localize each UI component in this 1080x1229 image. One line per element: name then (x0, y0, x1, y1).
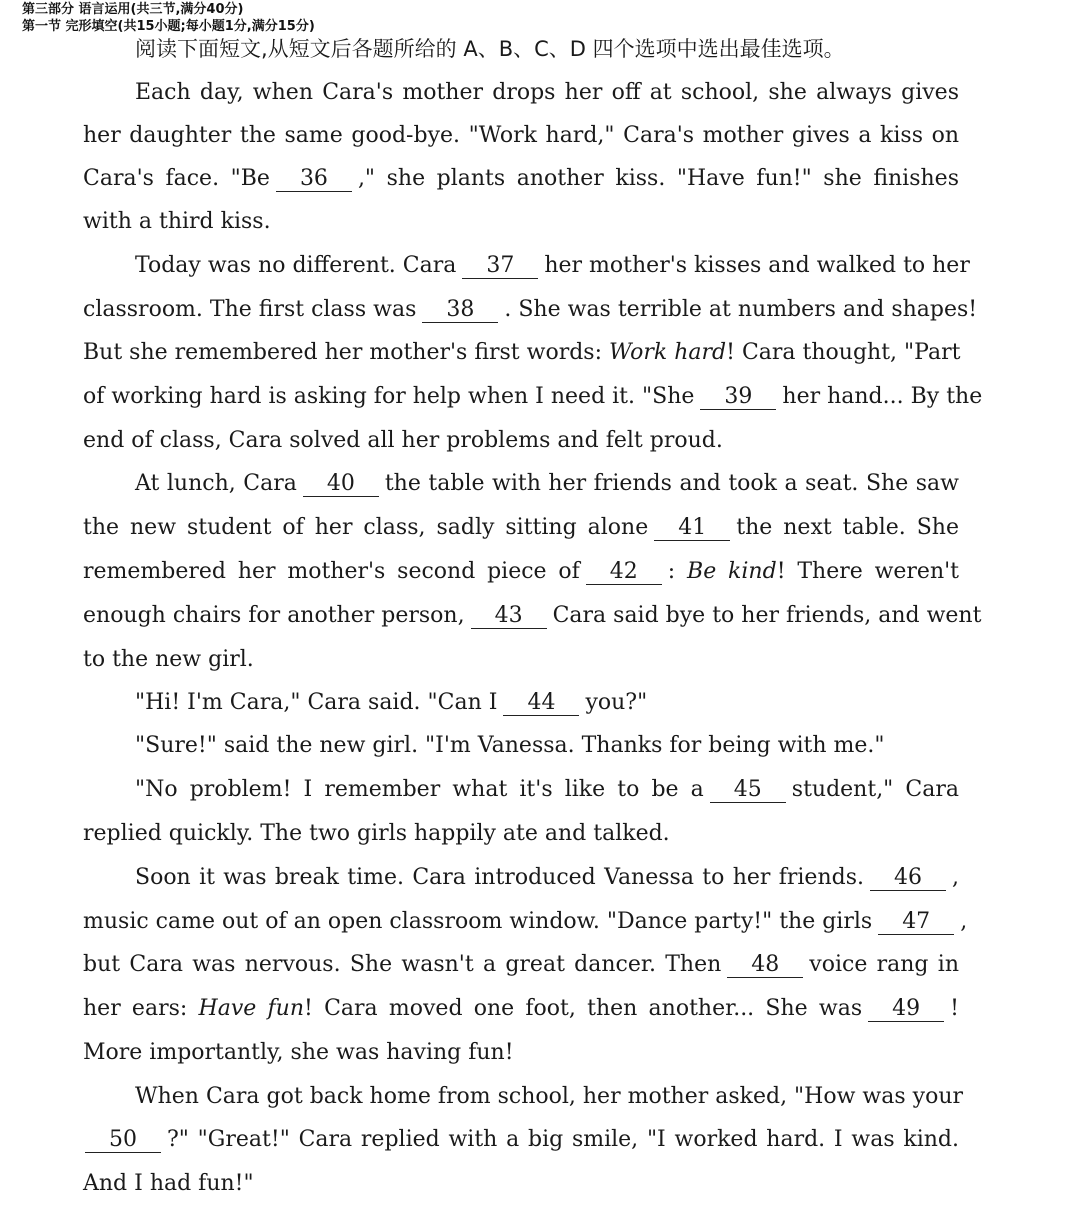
section-heading: 第一节 完形填空(共15小题;每小题1分,满分15分) (22, 19, 315, 34)
passage-line: music came out of an open classroom window. "Dance party!" the girls 47 , (83, 909, 968, 934)
blank-38[interactable]: 38 (422, 298, 498, 323)
passage-line: But she remembered her mother's first words: Work hard! Cara thought, "Part (83, 340, 961, 365)
passage-line: classroom. The first class was 38 . She was terrible at numbers and shapes! (83, 297, 978, 322)
blank-48[interactable]: 48 (727, 953, 803, 978)
passage-line: "Sure!" said the new girl. "I'm Vanessa. Thanks for being with me." (135, 733, 885, 758)
passage-line: to the new girl. (83, 647, 254, 672)
passage-line: with a third kiss. (83, 209, 271, 234)
passage-line: Each day, when Cara's mother drops her off at school, she always gives (135, 80, 959, 105)
passage-line: Today was no different. Cara 37 her mother's kisses and walked to her (135, 253, 970, 278)
passage-line: 50 ?" "Great!" Cara replied with a big smile, "I worked hard. I was kind. (83, 1125, 959, 1155)
passage-line: And I had fun!" (83, 1171, 254, 1196)
passage-line: remembered her mother's second piece of 42 : Be kind! There weren't (83, 559, 960, 584)
passage-line: Cara's face. "Be 36 ," she plants another kiss. "Have fun!" she finishes (83, 166, 959, 191)
passage-line: Soon it was break time. Cara introduced Vanessa to her friends. 46 , (135, 865, 959, 890)
instruction: 阅读下面短文,从短文后各题所给的 A、B、C、D 四个选项中选出最佳选项。 (135, 37, 845, 61)
blank-46[interactable]: 46 (870, 866, 946, 891)
passage-line: but Cara was nervous. She wasn't a great dancer. Then 48 voice rang in (83, 952, 959, 977)
passage-line: replied quickly. The two girls happily ate and talked. (83, 821, 670, 846)
blank-49[interactable]: 49 (868, 997, 944, 1022)
blank-44[interactable]: 44 (503, 691, 579, 716)
blank-37[interactable]: 37 (462, 254, 538, 279)
passage-line: enough chairs for another person, 43 Cara said bye to her friends, and went (83, 603, 982, 628)
passage-line: At lunch, Cara 40 the table with her friends and took a seat. She saw (135, 471, 959, 496)
blank-42[interactable]: 42 (586, 560, 662, 585)
passage-line: "No problem! I remember what it's like to be a 45 student," Cara (135, 777, 959, 802)
passage-line: her ears: Have fun! Cara moved one foot, then another... She was 49 ! (83, 996, 959, 1021)
passage-line: of working hard is asking for help when I need it. "She 39 her hand... By the (83, 384, 983, 409)
blank-39[interactable]: 39 (700, 385, 776, 410)
passage-line: "Hi! I'm Cara," Cara said. "Can I 44 you?" (135, 690, 648, 715)
blank-43[interactable]: 43 (471, 604, 547, 629)
blank-41[interactable]: 41 (654, 516, 730, 541)
passage-line: When Cara got back home from school, her mother asked, "How was your (135, 1084, 964, 1109)
passage-line: end of class, Cara solved all her problems and felt proud. (83, 428, 723, 453)
passage-line: the new student of her class, sadly sitting alone 41 the next table. She (83, 515, 959, 540)
blank-47[interactable]: 47 (878, 910, 954, 935)
blank-36[interactable]: 36 (276, 167, 352, 192)
part-heading: 第三部分 语言运用(共三节,满分40分) (22, 2, 244, 17)
passage-line: More importantly, she was having fun! (83, 1040, 514, 1065)
blank-45[interactable]: 45 (710, 778, 786, 803)
passage-line: her daughter the same good-bye. "Work hard," Cara's mother gives a kiss on (83, 123, 959, 148)
blank-40[interactable]: 40 (303, 472, 379, 497)
blank-50[interactable]: 50 (85, 1128, 161, 1153)
